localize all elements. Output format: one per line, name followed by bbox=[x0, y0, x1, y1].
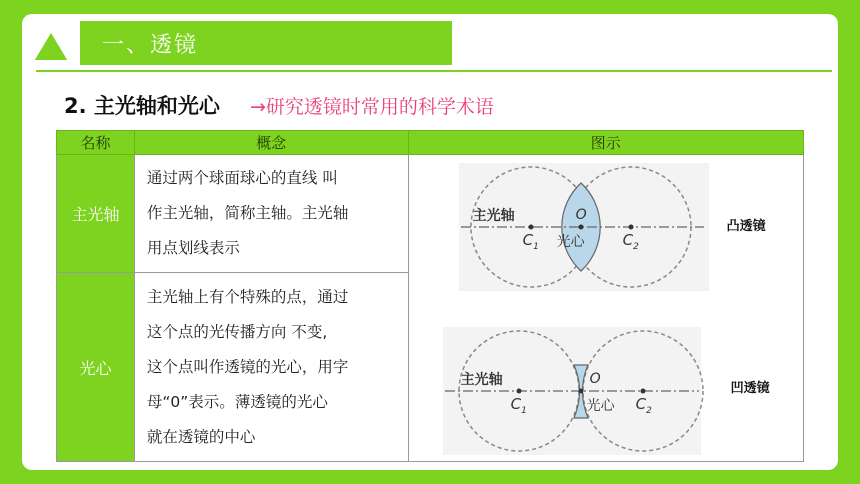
section-title: 一、透镜 bbox=[80, 21, 452, 65]
convex-lens-diagram bbox=[409, 155, 805, 463]
table-header-row bbox=[57, 131, 804, 155]
desc-line: 用点划线表示 bbox=[146, 239, 240, 257]
concave-center-label: 光心 bbox=[586, 398, 615, 414]
concave-c2-label: $C_2$ bbox=[635, 395, 652, 416]
concave-tag: 凹透镜 bbox=[730, 381, 770, 396]
desc-line: 通过两个球面球心的直线 叫 bbox=[146, 169, 338, 187]
header-concept: 概念 bbox=[134, 131, 408, 155]
term-desc bbox=[134, 273, 408, 462]
heading-title: 2. 主光轴和光心 bbox=[64, 94, 220, 118]
table-row bbox=[57, 155, 804, 273]
concave-o-label: O bbox=[589, 371, 601, 387]
term-name: 主光轴 bbox=[57, 155, 135, 273]
convex-tag: 凸透镜 bbox=[726, 219, 766, 234]
desc-line: 主光轴上有个特殊的点，通过 bbox=[146, 287, 349, 306]
convex-axis-label: 主光轴 bbox=[472, 208, 515, 224]
term-desc bbox=[134, 155, 408, 273]
heading-note: →研究透镜时常用的科学术语 bbox=[250, 96, 494, 118]
convex-c1-label: $C_1$ bbox=[522, 231, 539, 252]
desc-line: 母“0”表示。薄透镜的光心 bbox=[146, 392, 328, 411]
concave-c1-label: $C_1$ bbox=[510, 395, 527, 416]
term-name: 光心 bbox=[57, 273, 135, 462]
desc-line: 这个点叫作透镜的光心，用字 bbox=[146, 357, 349, 376]
header-figure: 图示 bbox=[408, 131, 803, 155]
divider bbox=[36, 70, 832, 72]
triangle-icon bbox=[30, 28, 72, 64]
convex-c2-label: $C_2$ bbox=[622, 231, 639, 252]
desc-line: 就在透镜的中心 bbox=[146, 427, 256, 446]
concave-axis-label: 主光轴 bbox=[460, 372, 503, 388]
header-name: 名称 bbox=[57, 131, 135, 155]
figure-cell bbox=[408, 155, 803, 462]
desc-line: 作主光轴，简称主轴。主光轴 bbox=[146, 204, 349, 222]
convex-o-label: O bbox=[575, 207, 587, 223]
convex-center-label: 光心 bbox=[556, 234, 585, 250]
terms-table bbox=[56, 130, 804, 462]
desc-line: 这个点的光传播方向 不变, bbox=[146, 322, 328, 341]
